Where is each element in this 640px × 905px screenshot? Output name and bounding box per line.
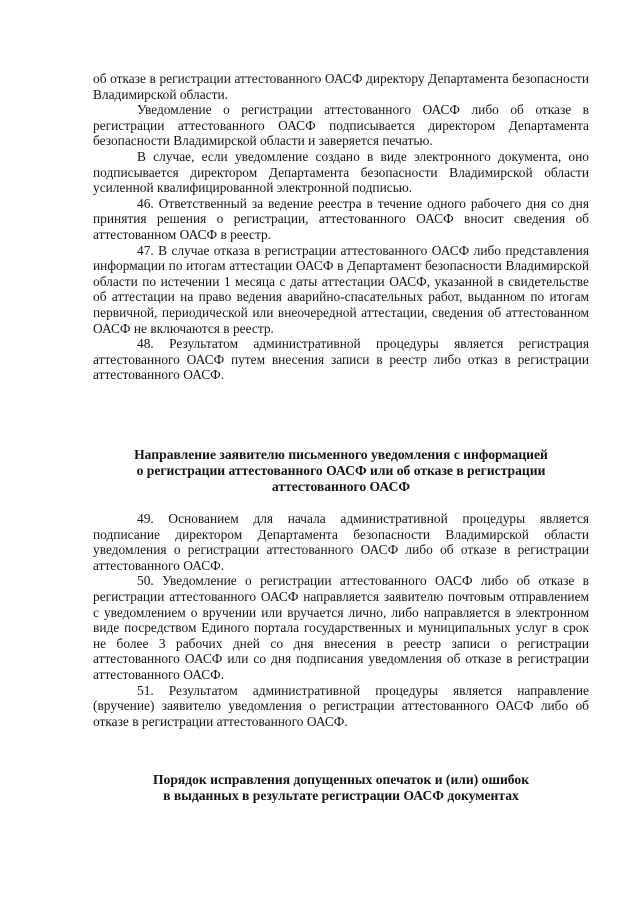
heading-line: в выданных в результате регистрации ОАСФ документах	[163, 788, 519, 803]
paragraph-47: 47. В случае отказа в регистрации аттестованного ОАСФ либо представления информации по итогам аттестации ОАСФ в Департамент безопасности Владимирской области по истечении 1 месяца с даты аттестации ОАСФ, указанной в свидетельстве об аттестации на право ведения аварийно-спасательных работ, выданном по итогам первичной, периодической или внеочередной аттестации, сведения об аттестованном ОАСФ не включаются в реестр.	[93, 242, 589, 336]
section-heading-corrections	[93, 772, 589, 804]
paragraph-electronic-document: В случае, если уведомление создано в виде электронного документа, оно подписывается директором Департамента безопасности Владимирской области усиленной квалифицированной электронной подписью.	[93, 148, 589, 196]
heading-line: о регистрации аттестованного ОАСФ или об отказе в регистрации	[136, 463, 546, 478]
paragraph-50: 50. Уведомление о регистрации аттестованного ОАСФ либо об отказе в регистрации аттестованного ОАСФ направляется заявителю почтовым отправлением с уведомлением о вручении или вручается лично, либо направляется в электронном виде посредством Единого портала государственных и муниципальных услуг в срок не более 3 рабочих дней со дня внесения в реестр записи о регистрации аттестованного ОАСФ или со дня подписания уведомления об отказе в регистрации аттестованного ОАСФ.	[93, 573, 589, 682]
paragraph-46: 46. Ответственный за ведение реестра в течение одного рабочего дня со дня принятия решения о регистрации, аттестованного ОАСФ вносит сведения об аттестованном ОАСФ в реестр.	[93, 195, 589, 242]
heading-line: аттестованного ОАСФ	[271, 479, 411, 494]
section-heading-notification	[93, 447, 589, 495]
body-text-top	[93, 71, 589, 383]
paragraph-51: 51. Результатом административной процедуры является направление (вручение) заявителю уведомления о регистрации аттестованного ОАСФ либо об отказе в регистрации аттестованного ОАСФ.	[93, 682, 589, 729]
paragraph-continuation: об отказе в регистрации аттестованного ОАСФ директору Департамента безопасности Владимирской области.	[93, 71, 589, 102]
paragraph-49: 49. Основанием для начала административной процедуры является подписание директором Департамента безопасности Владимирской области уведомления о регистрации аттестованного ОАСФ либо об отказе в регистрации аттестованного ОАСФ.	[93, 511, 589, 573]
heading-line: Порядок исправления допущенных опечаток и (или) ошибок	[152, 772, 530, 787]
heading-line: Направление заявителю письменного уведомления с информацией	[134, 447, 548, 462]
paragraph-notification-signing: Уведомление о регистрации аттестованного ОАСФ либо об отказе в регистрации аттестованного ОАСФ подписывается директором Департамента безопасности Владимирской области и заверяется печатью.	[93, 102, 589, 149]
body-text-middle	[93, 511, 589, 729]
paragraph-48: 48. Результатом административной процедуры является регистрация аттестованного ОАСФ путем внесения записи в реестр либо отказ в регистрации аттестованного ОАСФ.	[93, 336, 589, 383]
